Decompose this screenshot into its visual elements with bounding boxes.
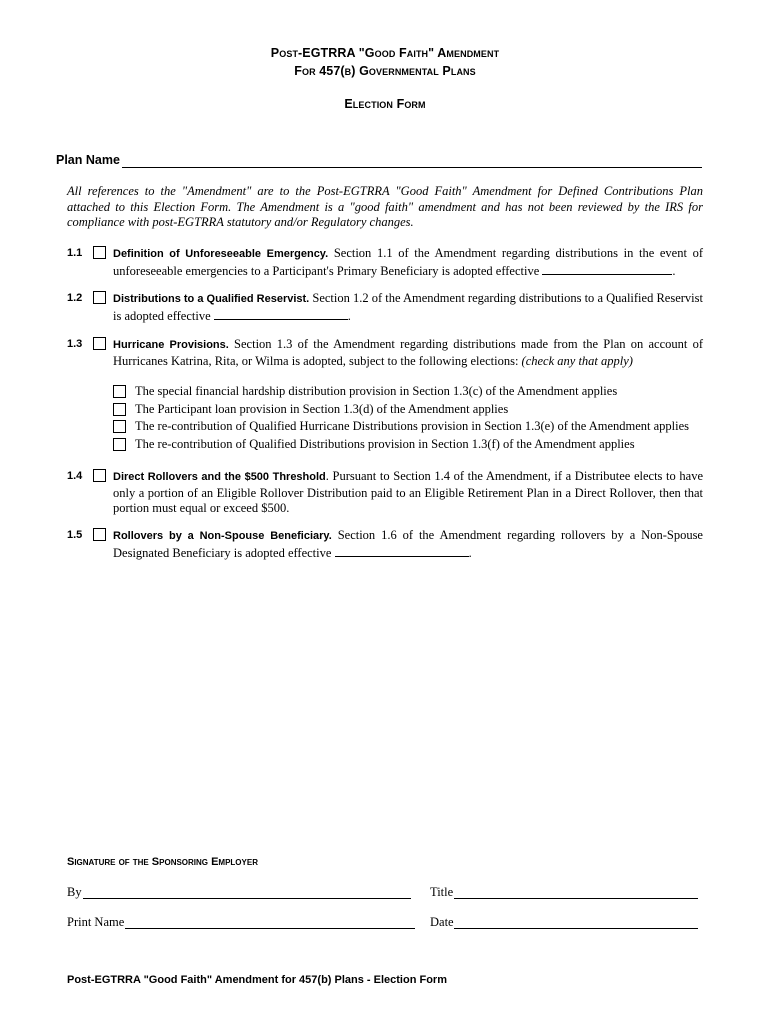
list-item <box>113 384 713 402</box>
document-title-line-2: For 457(b) Governmental Plans <box>294 64 476 78</box>
section-number: 1.5 <box>67 529 83 541</box>
plan-name-field[interactable] <box>122 167 702 168</box>
option-checkbox[interactable] <box>113 438 126 451</box>
section-number: 1.1 <box>67 247 83 259</box>
section-1-5 <box>67 528 703 561</box>
section-heading: Hurricane Provisions. <box>113 339 229 351</box>
document-title-line-1: Post-EGTRRA "Good Faith" Amendment <box>270 46 500 60</box>
section-1-3 <box>67 337 703 369</box>
date-label: Date <box>430 915 454 929</box>
signature-title-row <box>430 885 698 901</box>
section-text: Section 1.3 of the Amendment regarding distributions made from the Plan on account of Hurricanes Katrina, Rita, or Wilma is adopted, subject to the following elections: <box>113 337 703 368</box>
section-number: 1.4 <box>67 470 83 482</box>
signature-date-row <box>430 915 698 931</box>
option-checkbox[interactable] <box>113 420 126 433</box>
section-text: . Pursuant to Section 1.4 of the Amendment, if a Distributee elects to have only a portion of an Eligible Rollover Distribution paid to an Eligible Retirement Plan in a Direct Rollover, then that portion must equal or exceed $500. <box>113 469 703 515</box>
section-1-4-checkbox[interactable] <box>93 469 106 482</box>
section-1-5-checkbox[interactable] <box>93 528 106 541</box>
section-heading: Direct Rollovers and the $500 Threshold <box>113 471 326 483</box>
section-heading: Rollovers by a Non-Spouse Beneficiary. <box>113 530 332 542</box>
by-label: By <box>67 885 82 899</box>
list-item <box>113 437 713 455</box>
title-label: Title <box>430 885 454 899</box>
signature-title-field[interactable] <box>454 898 698 899</box>
section-1-1 <box>67 246 703 279</box>
list-item <box>113 419 713 437</box>
section-1-2 <box>67 291 703 324</box>
section-heading: Definition of Unforeseeable Emergency. <box>113 248 329 260</box>
section-heading: Distributions to a Qualified Reservist. <box>113 293 310 305</box>
section-1-3-checkbox[interactable] <box>93 337 106 350</box>
option-label: The Participant loan provision in Section 1.3(d) of the Amendment applies <box>135 401 509 416</box>
section-text: Section 1.2 of the Amendment regarding distributions to a Qualified Reservist is adopted effective <box>113 291 703 323</box>
signature-date-field[interactable] <box>454 928 698 929</box>
option-label: The re-contribution of Qualified Distributions provision in Section 1.3(f) of the Amendment applies <box>135 436 635 451</box>
signature-heading: Signature of the Sponsoring Employer <box>67 856 258 868</box>
intro-paragraph: All references to the "Amendment" are to the Post-EGTRRA "Good Faith" Amendment for Defined Contributions Plan attached to this Election Form. The Amendment is a "good faith" amendment and has not been reviewed by the IRS for compliance with post-EGTRRA statutory and/or Regulatory changes. <box>67 184 703 229</box>
section-end: . <box>672 263 676 278</box>
list-item <box>113 402 713 420</box>
option-checkbox[interactable] <box>113 403 126 416</box>
option-label: The re-contribution of Qualified Hurricane Distributions provision in Section 1.3(e) of the Amendment applies <box>135 419 690 433</box>
section-note: (check any that apply) <box>521 353 633 368</box>
effective-date-field[interactable] <box>335 545 469 557</box>
section-1-1-checkbox[interactable] <box>93 246 106 259</box>
plan-name-row <box>56 153 702 169</box>
print-name-label: Print Name <box>67 915 125 929</box>
section-number: 1.2 <box>67 292 83 304</box>
effective-date-field[interactable] <box>214 308 348 320</box>
document-subtitle: Election Form <box>344 97 426 111</box>
signature-print-name-row <box>67 915 415 931</box>
print-name-field[interactable] <box>125 928 415 929</box>
signature-by-field[interactable] <box>83 898 411 899</box>
plan-name-label: Plan Name <box>56 153 120 167</box>
section-end: . <box>347 308 351 323</box>
section-end: . <box>468 545 472 560</box>
section-1-4 <box>67 469 703 517</box>
page-footer: Post-EGTRRA "Good Faith" Amendment for 457(b) Plans - Election Form <box>67 974 447 986</box>
signature-by-row <box>67 885 411 901</box>
section-1-2-checkbox[interactable] <box>93 291 106 304</box>
option-label: The special financial hardship distribution provision in Section 1.3(c) of the Amendment applies <box>135 384 618 398</box>
section-number: 1.3 <box>67 338 83 350</box>
effective-date-field[interactable] <box>542 263 672 275</box>
hurricane-options-list <box>113 384 713 454</box>
section-text: Section 1.6 of the Amendment regarding rollovers by a Non-Spouse Designated Beneficiary is adopted effective <box>113 528 703 560</box>
option-checkbox[interactable] <box>113 385 126 398</box>
section-text: Section 1.1 of the Amendment regarding distributions in the event of unforeseeable emergencies to a Participant's Primary Beneficiary is adopted effective <box>113 246 703 278</box>
